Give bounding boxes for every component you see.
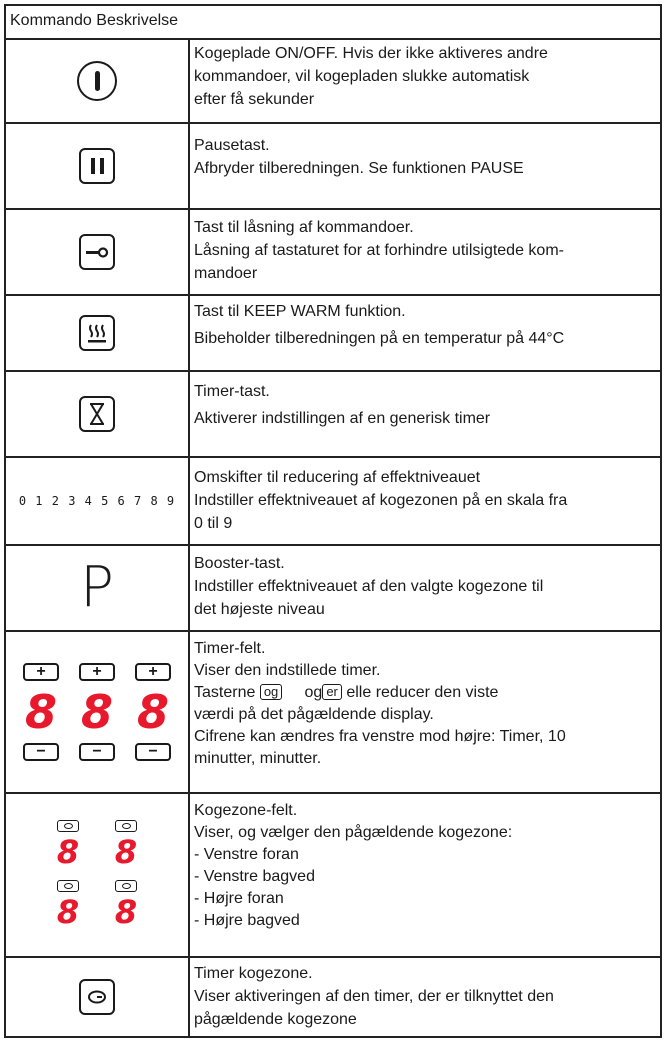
desc-line: Omskifter til reducering af effektniveauet [194, 469, 481, 486]
power-level-digits: 0 1 2 3 4 5 6 7 8 9 [18, 494, 176, 508]
plus-button: + [135, 663, 171, 681]
row-description [194, 962, 656, 1031]
power-key [6, 40, 188, 122]
table-row-keep-warm [6, 296, 660, 372]
table-row-timer-key [6, 372, 660, 458]
desc-line: Pausetast. [194, 137, 270, 154]
desc-fragment: elle reducer den viste [346, 684, 499, 701]
row-description [194, 466, 656, 535]
desc-line: efter få sekunder [194, 91, 315, 108]
desc-line [194, 682, 656, 704]
timer-key [6, 372, 188, 456]
segment-digit: 8 [80, 685, 113, 739]
zone-timer-button [57, 880, 79, 892]
desc-line: Viser den indstillede timer. [194, 662, 381, 679]
table-row-zone-field [6, 794, 660, 958]
desc-line: Bibeholder tilberedningen på en temperatur på 44°C [194, 330, 565, 347]
pause-icon [79, 148, 115, 184]
desc-line: Cifrene kan ændres fra venstre mod højre: Timer, 10 [194, 728, 566, 745]
row-description [194, 42, 656, 111]
desc-line: Timer-tast. [194, 383, 270, 400]
desc-line: - Venstre foran [194, 846, 299, 863]
lock-key [6, 210, 188, 294]
segment-digit: 8 [136, 685, 169, 739]
row-description [194, 216, 656, 285]
header-text: Kommando Beskrivelse [10, 12, 179, 29]
row-description [194, 800, 656, 932]
desc-line: Tast til KEEP WARM funktion. [194, 303, 406, 320]
minus-button: − [23, 743, 59, 761]
desc-line: Aktiverer indstillingen af en generisk timer [194, 410, 491, 427]
keep-warm-key [6, 296, 188, 370]
zone-digit: 8 [56, 893, 80, 931]
desc-line: Viser, og vælger den pågældende kogezone: [194, 824, 513, 841]
table-row-zone-timer [6, 958, 660, 1036]
desc-line: Timer kogezone. [194, 965, 313, 982]
desc-line: minutter, minutter. [194, 750, 322, 767]
command-table [4, 4, 662, 1038]
desc-line: Booster-tast. [194, 555, 285, 572]
zone-digit: 8 [114, 893, 138, 931]
row-description [194, 552, 656, 621]
booster-key [6, 546, 188, 630]
desc-line: Indstiller effektniveauet af den valgte kogezone til [194, 578, 544, 595]
desc-line: pågældende kogezone [194, 1011, 357, 1028]
desc-line: Timer-felt. [194, 640, 266, 657]
desc-line: Viser aktiveringen af den timer, der er tilknyttet den [194, 988, 554, 1005]
zone-timer-button [57, 820, 79, 832]
row-description [194, 380, 656, 430]
table-header [6, 6, 660, 40]
desc-line: Låsning af tastaturet for at forhindre utilsigtede kom- [194, 242, 564, 259]
booster-icon: P [80, 555, 114, 620]
desc-line: kommandoer, vil kogepladen slukke automatisk [194, 68, 530, 85]
clock-icon [79, 979, 115, 1015]
desc-line: mandoer [194, 265, 258, 282]
heat-waves-icon [79, 315, 115, 351]
zone-digit: 8 [114, 833, 138, 871]
desc-fragment: Tasterne [194, 684, 256, 701]
plus-button: + [79, 663, 115, 681]
desc-line: Afbryder tilberedningen. Se funktionen PAUSE [194, 160, 524, 177]
desc-line: - Venstre bagved [194, 868, 315, 885]
desc-line: værdi på det pågældende display. [194, 706, 434, 723]
zone-digit: 8 [56, 833, 80, 871]
hourglass-icon [79, 396, 115, 432]
desc-fragment: og [304, 684, 323, 701]
zone-field-display [6, 794, 188, 956]
segment-digit: 8 [24, 685, 57, 739]
table-row-power-level [6, 458, 660, 546]
desc-line: det højeste niveau [194, 601, 325, 618]
power-icon [77, 61, 117, 101]
plus-inline-key: og [260, 684, 282, 700]
plus-button: + [23, 663, 59, 681]
zone-timer-button [115, 820, 137, 832]
desc-line: Indstiller effektniveauet af kogezonen på en skala fra [194, 492, 568, 509]
timer-field-display [6, 632, 188, 792]
table-row-timer-field [6, 632, 660, 794]
table-row-pause [6, 124, 660, 210]
table-row-booster [6, 546, 660, 632]
zone-timer-key [6, 958, 188, 1036]
desc-line: 0 til 9 [194, 515, 233, 532]
row-description [194, 134, 656, 180]
desc-line: - Højre foran [194, 890, 284, 907]
minus-button: − [135, 743, 171, 761]
desc-line: Kogezone-felt. [194, 802, 298, 819]
key-lock-icon [79, 234, 115, 270]
row-description [194, 300, 656, 350]
table-row-power [6, 40, 660, 124]
table-row-lock [6, 210, 660, 296]
power-level-scale [6, 458, 188, 544]
pause-key [6, 124, 188, 208]
minus-button: − [79, 743, 115, 761]
minus-inline-key: er [322, 684, 342, 700]
desc-line: Kogeplade ON/OFF. Hvis der ikke aktiveres andre [194, 45, 548, 62]
desc-line: - Højre bagved [194, 912, 300, 929]
zone-timer-button [115, 880, 137, 892]
row-description [194, 638, 656, 770]
desc-line: Tast til låsning af kommandoer. [194, 219, 414, 236]
